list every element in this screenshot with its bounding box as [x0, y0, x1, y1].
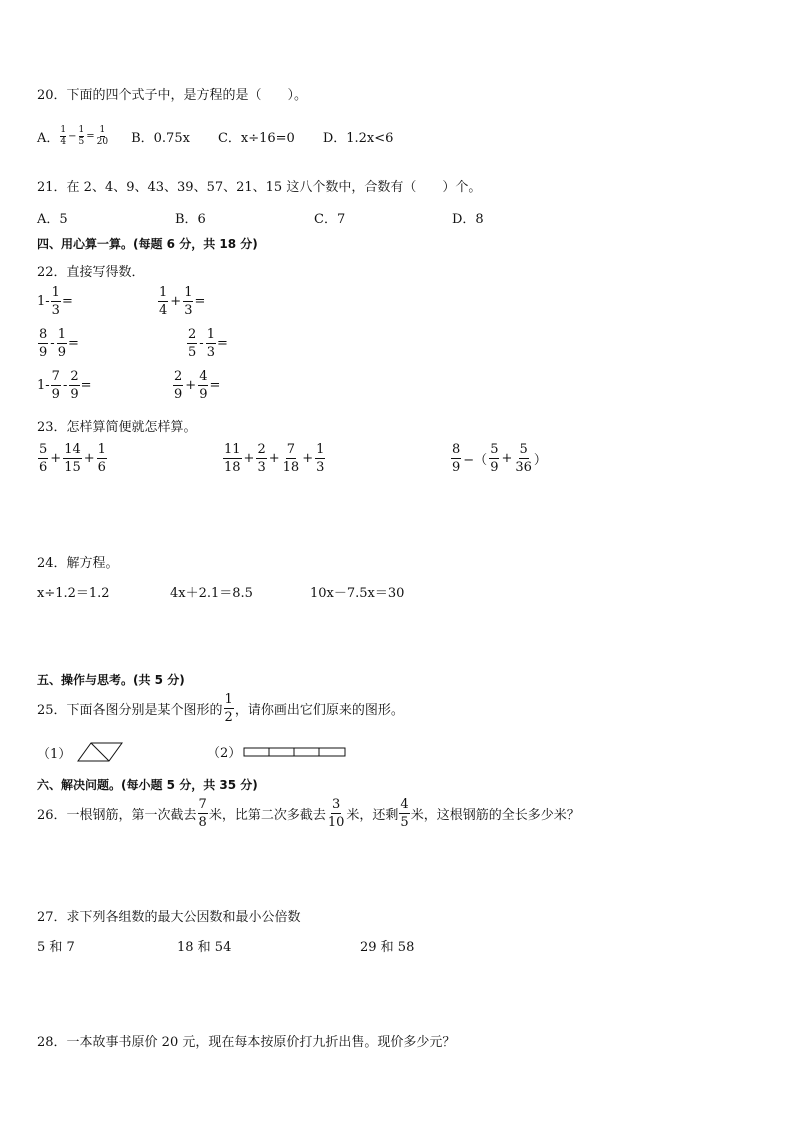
fraction: $\frac{7}{9}$: [51, 369, 60, 402]
fraction: $\frac{1}{3}$: [206, 327, 215, 360]
fraction: $\frac{8}{9}$: [452, 442, 461, 475]
question-21-stem: 21．在 2、4、9、43、39、57、21、15 这八个数中，合数有（ ）个。: [37, 180, 482, 195]
fraction: $\frac{14}{15}$: [64, 442, 81, 475]
expression-3a: 1- $\frac{7}{9}$ - $\frac{2}{9}$ =: [37, 369, 92, 402]
expression-1b: $\frac{1}{4}$ + $\frac{1}{3}$ =: [159, 285, 206, 318]
question-28-stem: 28．一本故事书原价 20 元，现在每本按原价打九折出售。现价多少元？: [37, 1035, 456, 1050]
option-d: D．8: [452, 212, 484, 227]
expression-23-3: $\frac{8}{9}$ −（ $\frac{5}{9}$ + $\frac{5}{36}$ ）: [452, 442, 547, 475]
number-pair-2: 18 和 54: [177, 940, 232, 955]
figure-2-label: （2）: [207, 746, 242, 761]
option-d: D．1.2x<6: [322, 131, 394, 146]
expression-2a: $\frac{8}{9}$ - $\frac{1}{9}$ =: [39, 327, 79, 360]
fraction: $\frac{5}{36}$: [515, 442, 532, 475]
equation-1: x÷1.2＝1.2: [37, 586, 110, 601]
question-22-stem: 22．直接写得数．: [37, 265, 145, 280]
figure-2: [207, 742, 347, 761]
option-c: C．7: [314, 212, 346, 227]
fraction: $\frac{1}{20}$: [96, 125, 109, 147]
fraction: $\frac{1}{5}$: [78, 125, 85, 147]
expression-23-2: $\frac{11}{18}$ + $\frac{2}{3}$ + $\frac{7}{18}$ + $\frac{1}{3}$: [224, 442, 325, 475]
fraction: $\frac{1}{4}$: [60, 125, 67, 147]
fraction: $\frac{1}{3}$: [316, 442, 325, 475]
expression-3b: $\frac{2}{9}$ + $\frac{4}{9}$ =: [174, 369, 221, 402]
fraction: $\frac{11}{18}$: [224, 442, 241, 475]
number-pair-3: 29 和 58: [360, 940, 415, 955]
fraction: $\frac{2}{9}$: [70, 369, 79, 402]
fraction: $\frac{3}{10}$: [327, 797, 345, 830]
figure-1: [37, 742, 125, 762]
fraction: $\frac{4}{5}$: [400, 797, 409, 830]
section-5-heading: 五、操作与思考。(共 5 分): [37, 673, 185, 687]
question-27-stem: 27．求下列各组数的最大公因数和最小公倍数: [37, 910, 301, 925]
figure-1-label: （1）: [37, 746, 72, 762]
fraction: $\frac{1}{9}$: [57, 327, 66, 360]
question-24-stem: 24．解方程。: [37, 556, 119, 571]
question-20-stem: 20．下面的四个式子中，是方程的是（ ）。: [37, 88, 308, 103]
question-20-options: A． $\frac{1}{4}$ − $\frac{1}{5}$ = $\frac{1}{20}$ B．0.75x C．x÷16=0 D．1.2x<6: [37, 125, 394, 147]
equation-3: 10x－7.5x＝30: [310, 586, 405, 601]
section-4-heading: 四、用心算一算。(每题 6 分，共 18 分): [37, 237, 258, 251]
fraction: $\frac{2}{9}$: [174, 369, 183, 402]
fraction: $\frac{1}{3}$: [51, 285, 60, 318]
fraction: $\frac{1}{6}$: [97, 442, 106, 475]
segmented-bar-figure: [243, 745, 347, 759]
question-25-stem: 25．下面各图分别是某个图形的 $\frac{1}{2}$ ，请你画出它们原来的图形。: [37, 692, 404, 725]
option-b: B．6: [175, 212, 206, 227]
expression-1a: 1- $\frac{1}{3}$ =: [37, 285, 73, 318]
fraction: $\frac{2}{3}$: [257, 442, 266, 475]
option-a-label: A．: [37, 131, 60, 146]
fraction: $\frac{7}{18}$: [282, 442, 300, 475]
fraction: $\frac{5}{6}$: [39, 442, 48, 475]
fraction: $\frac{7}{8}$: [198, 797, 207, 830]
expression-2b: $\frac{2}{5}$ - $\frac{1}{3}$ =: [188, 327, 228, 360]
option-b: B．0.75x: [131, 131, 190, 146]
fraction: $\frac{1}{3}$: [184, 285, 193, 318]
number-pair-1: 5 和 7: [37, 940, 75, 955]
fraction: $\frac{2}{5}$: [188, 327, 197, 360]
section-6-heading: 六、解决问题。(每小题 5 分，共 35 分): [37, 778, 258, 792]
fraction: $\frac{4}{9}$: [199, 369, 208, 402]
question-23-stem: 23．怎样算简便就怎样算。: [37, 420, 197, 435]
equation-2: 4x＋2.1＝8.5: [170, 586, 253, 601]
fraction: $\frac{1}{4}$: [159, 285, 168, 318]
option-a: A．5: [37, 212, 68, 227]
parallelogram-figure: [75, 742, 125, 762]
fraction: $\frac{1}{2}$: [224, 692, 233, 725]
fraction: $\frac{8}{9}$: [39, 327, 48, 360]
fraction: $\frac{5}{9}$: [490, 442, 499, 475]
expression-23-1: $\frac{5}{6}$ + $\frac{14}{15}$ + $\frac{1}{6}$: [39, 442, 106, 475]
question-26-stem: 26．一根钢筋，第一次截去 $\frac{7}{8}$ 米，比第二次多截去 $\frac{3}{10}$ 米，还剩 $\frac{4}{5}$ 米，这根钢筋的全长多少米？: [37, 797, 580, 830]
option-c: C．x÷16=0: [217, 131, 295, 146]
